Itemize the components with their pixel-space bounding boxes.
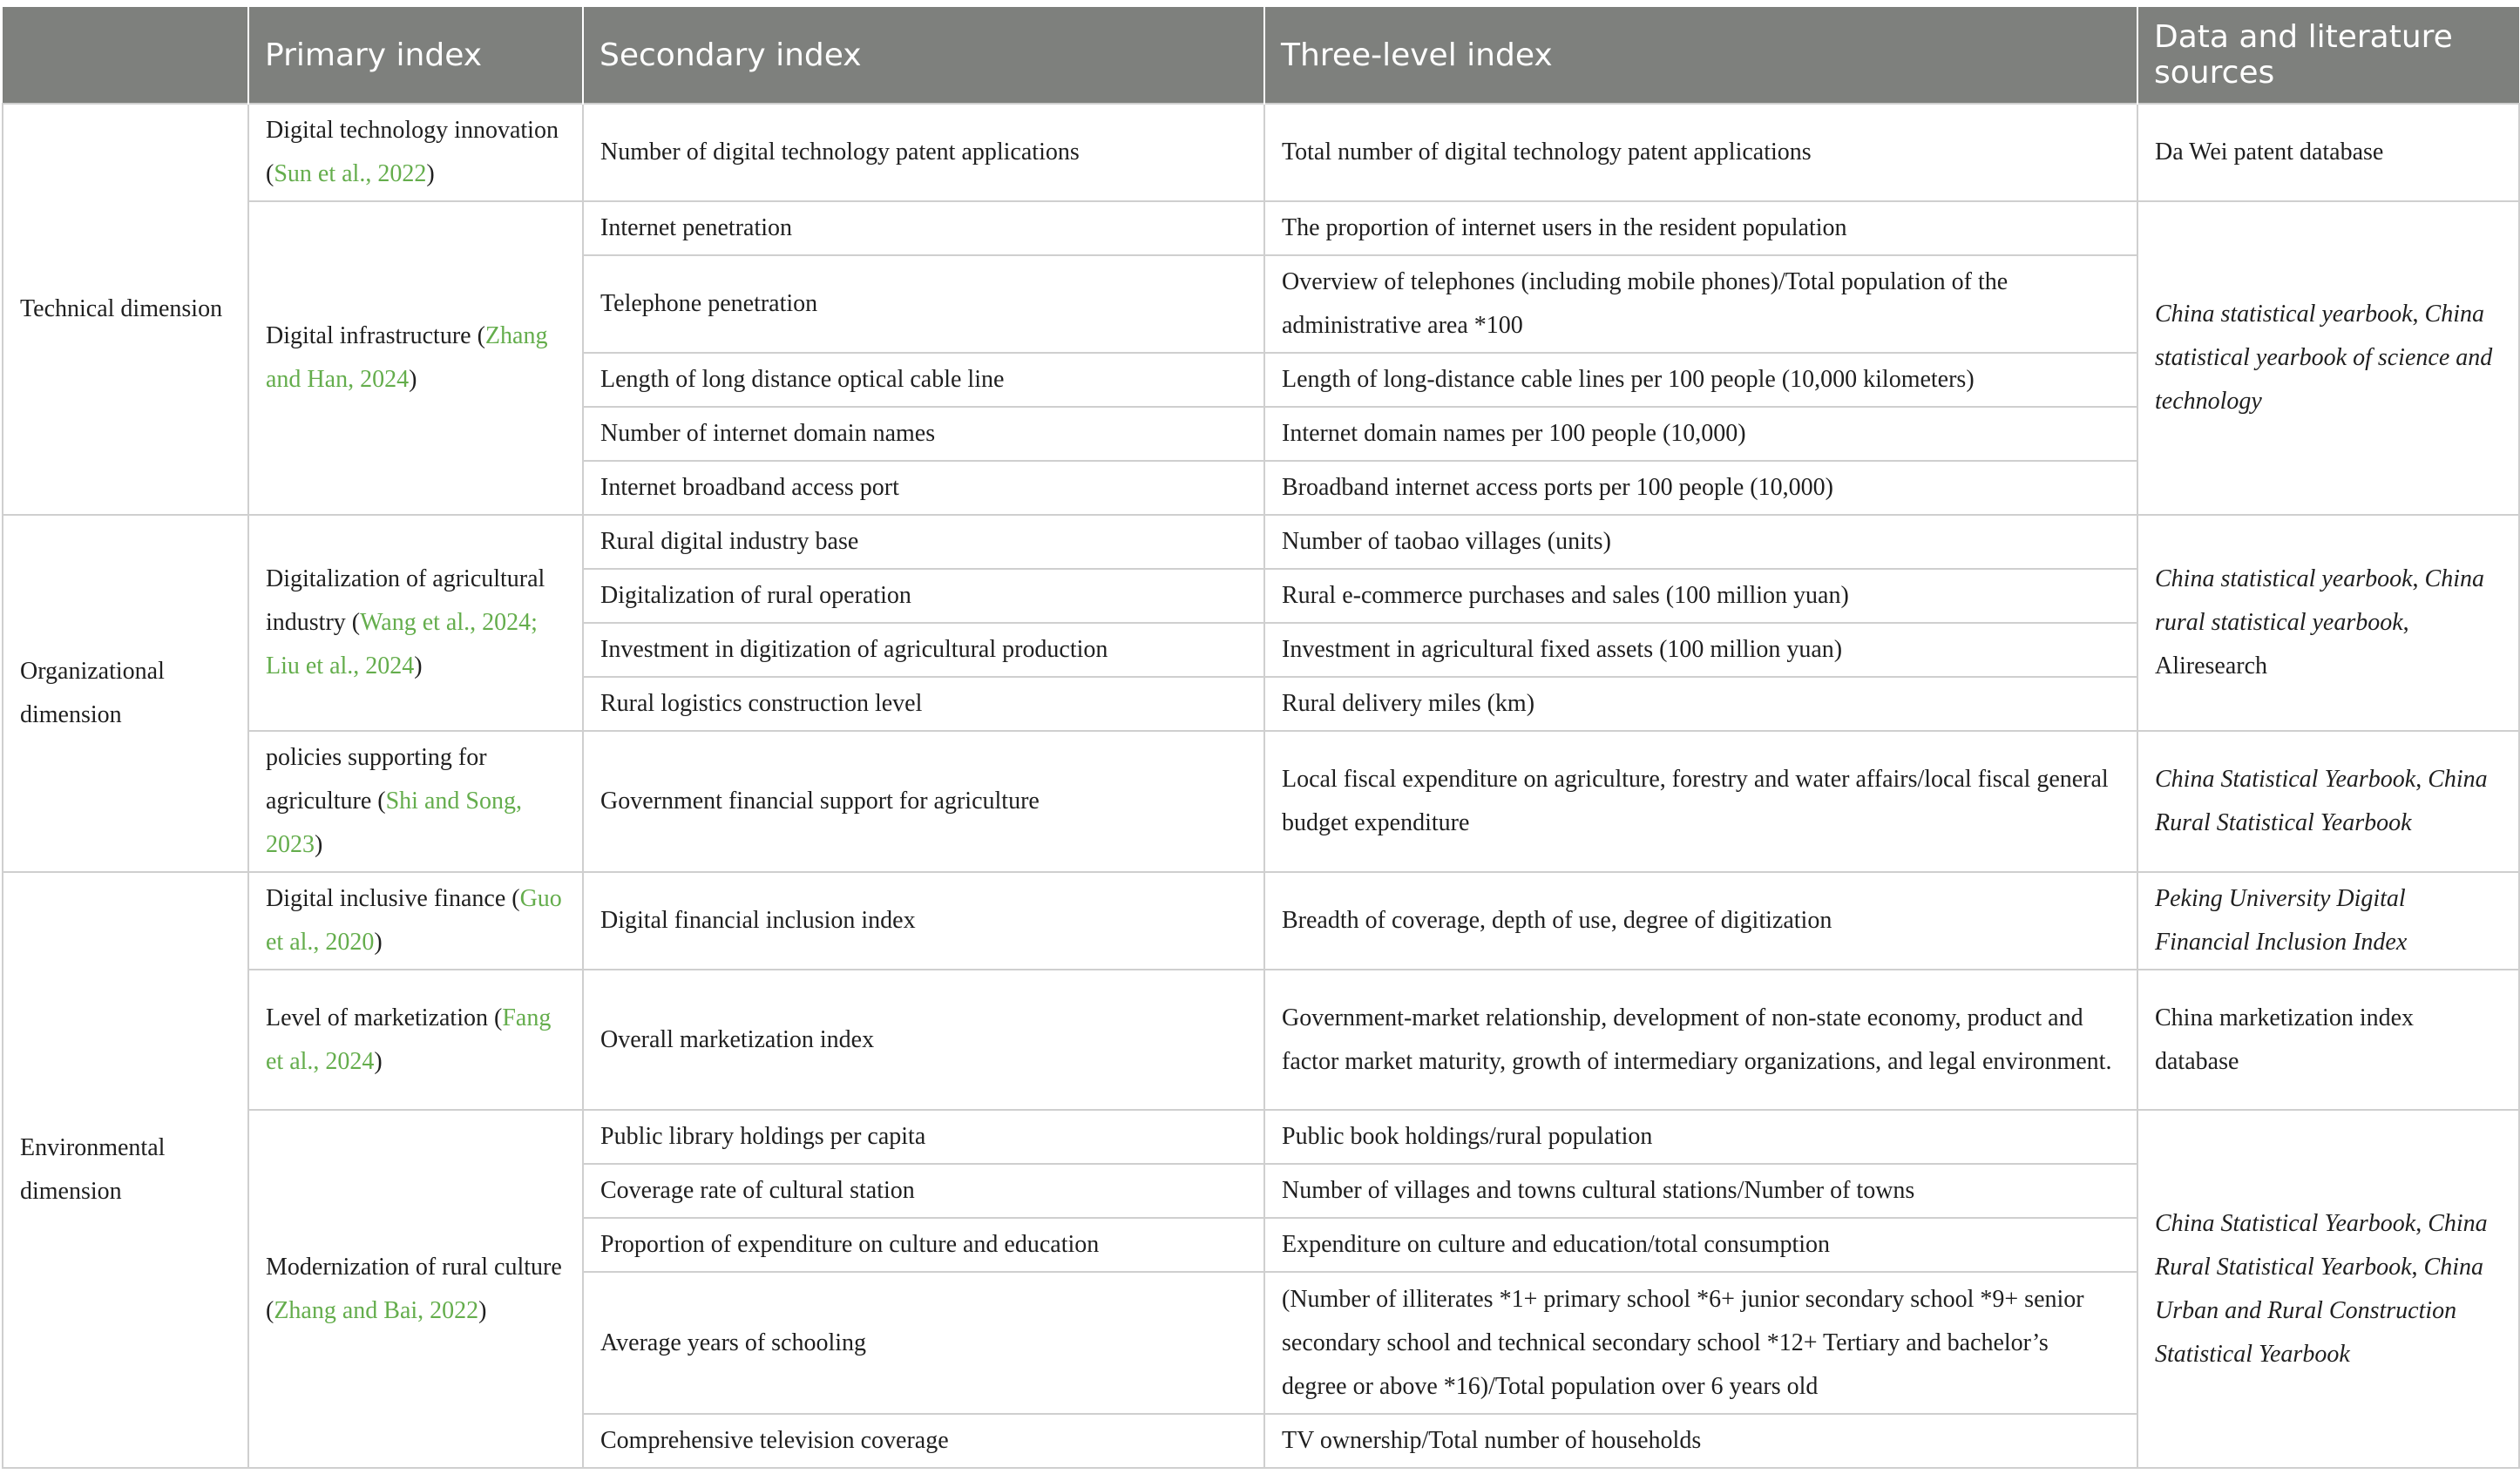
primary-index-cell: Digital inclusive finance (Guo et al., 2020) bbox=[248, 872, 583, 970]
primary-index-cell: Level of marketization (Fang et al., 2024) bbox=[248, 970, 583, 1110]
three-level-index-cell: TV ownership/Total number of households bbox=[1264, 1414, 2137, 1468]
three-level-index-cell: Internet domain names per 100 people (10,000) bbox=[1264, 407, 2137, 461]
three-level-index-cell: Overview of telephones (including mobile phones)/Total population of the administrative area *100 bbox=[1264, 255, 2137, 353]
citation-link[interactable]: Fang et al., 2024 bbox=[266, 1004, 552, 1075]
secondary-index-cell: Investment in digitization of agricultural production bbox=[583, 623, 1264, 677]
citation-link[interactable]: Guo et al., 2020 bbox=[266, 885, 562, 956]
source-separator: , bbox=[2415, 1209, 2429, 1237]
three-level-index-cell: (Number of illiterates *1+ primary school *6+ junior secondary school *9+ senior secondary school and technical secondary school *12+ Tertiary and bachelor’s degree or above *16)/Total population over 6 years old bbox=[1264, 1272, 2137, 1414]
indicator-table bbox=[2, 7, 2520, 1469]
secondary-index-cell: Average years of schooling bbox=[583, 1272, 1264, 1414]
source-title: China statistical yearbook bbox=[2155, 565, 2413, 592]
three-level-index-cell: Breadth of coverage, depth of use, degree of digitization bbox=[1264, 872, 2137, 970]
primary-index-cell: Modernization of rural culture (Zhang and Bai, 2022) bbox=[248, 1110, 583, 1468]
source-separator: , bbox=[2412, 301, 2425, 328]
table-row bbox=[3, 104, 2519, 201]
secondary-index-cell: Rural digital industry base bbox=[583, 515, 1264, 569]
table-row bbox=[3, 872, 2519, 970]
secondary-index-cell: Comprehensive television coverage bbox=[583, 1414, 1264, 1468]
secondary-index-cell: Internet broadband access port bbox=[583, 461, 1264, 515]
dimension-cell: Organizational dimension bbox=[3, 515, 248, 872]
source-title: China statistical yearbook bbox=[2155, 301, 2413, 328]
primary-index-cell: Digital infrastructure (Zhang and Han, 2024) bbox=[248, 201, 583, 515]
source-cell bbox=[2137, 872, 2519, 970]
three-level-index-cell: Total number of digital technology patent applications bbox=[1264, 104, 2137, 201]
source-cell bbox=[2137, 731, 2519, 872]
source-cell: Da Wei patent database bbox=[2137, 104, 2519, 201]
source-title: China statistical yearbook of science and technology bbox=[2155, 301, 2493, 415]
primary-index-text: Modernization of rural culture bbox=[266, 1253, 562, 1281]
source-separator: , bbox=[2411, 1253, 2424, 1281]
three-level-index-cell: Rural delivery miles (km) bbox=[1264, 677, 2137, 731]
secondary-index-cell: Proportion of expenditure on culture and education bbox=[583, 1218, 1264, 1272]
source-title: China Rural Statistical Yearbook bbox=[2155, 766, 2488, 836]
source-separator: , bbox=[2415, 766, 2429, 793]
source-cell bbox=[2137, 201, 2519, 515]
secondary-index-cell: Rural logistics construction level bbox=[583, 677, 1264, 731]
three-level-index-cell: Public book holdings/rural population bbox=[1264, 1110, 2137, 1164]
source-cell bbox=[2137, 515, 2519, 731]
header-dimension bbox=[3, 7, 248, 104]
primary-index-text: Digital inclusive finance bbox=[266, 885, 506, 912]
secondary-index-cell: Number of internet domain names bbox=[583, 407, 1264, 461]
header-three-level-index: Three-level index bbox=[1264, 7, 2137, 104]
citation-link[interactable]: Zhang and Han, 2024 bbox=[266, 322, 548, 393]
secondary-index-cell: Government financial support for agriculture bbox=[583, 731, 1264, 872]
source-separator: , bbox=[2402, 609, 2409, 636]
citation-link[interactable]: Zhang and Bai, 2022 bbox=[274, 1296, 479, 1324]
source-title: China rural statistical yearbook bbox=[2155, 565, 2484, 636]
source-cell bbox=[2137, 1110, 2519, 1468]
source-title: China Urban and Rural Construction Statistical Yearbook bbox=[2155, 1253, 2484, 1368]
secondary-index-cell: Internet penetration bbox=[583, 201, 1264, 255]
primary-index-cell: policies supporting for agriculture (Shi and Song, 2023) bbox=[248, 731, 583, 872]
secondary-index-cell: Telephone penetration bbox=[583, 255, 1264, 353]
primary-index-text: Digitalization of agricultural industry bbox=[266, 565, 545, 636]
secondary-index-cell: Number of digital technology patent applications bbox=[583, 104, 1264, 201]
secondary-index-cell: Public library holdings per capita bbox=[583, 1110, 1264, 1164]
three-level-index-cell: The proportion of internet users in the resident population bbox=[1264, 201, 2137, 255]
primary-index-text: policies supporting for agriculture bbox=[266, 744, 487, 815]
header-secondary-index: Secondary index bbox=[583, 7, 1264, 104]
source-title: Aliresearch bbox=[2155, 652, 2268, 680]
source-title: China Rural Statistical Yearbook bbox=[2155, 1209, 2488, 1281]
primary-index-text: Level of marketization bbox=[266, 1004, 488, 1031]
primary-index-cell: Digitalization of agricultural industry (Wang et al., 2024; Liu et al., 2024) bbox=[248, 515, 583, 731]
source-cell: China marketization index database bbox=[2137, 970, 2519, 1110]
three-level-index-cell: Expenditure on culture and education/total consumption bbox=[1264, 1218, 2137, 1272]
table-row bbox=[3, 970, 2519, 1110]
three-level-index-cell: Number of villages and towns cultural stations/Number of towns bbox=[1264, 1164, 2137, 1218]
three-level-index-cell: Length of long-distance cable lines per 100 people (10,000 kilometers) bbox=[1264, 353, 2137, 407]
source-separator: , bbox=[2412, 565, 2425, 592]
primary-index-text: Digital technology innovation bbox=[266, 117, 559, 144]
secondary-index-cell: Overall marketization index bbox=[583, 970, 1264, 1110]
three-level-index-cell: Broadband internet access ports per 100 people (10,000) bbox=[1264, 461, 2137, 515]
citation-link[interactable]: Sun et al., 2022 bbox=[274, 160, 427, 187]
three-level-index-cell: Number of taobao villages (units) bbox=[1264, 515, 2137, 569]
table-row bbox=[3, 1110, 2519, 1164]
three-level-index-cell: Rural e-commerce purchases and sales (100 million yuan) bbox=[1264, 569, 2137, 623]
primary-index-cell: Digital technology innovation (Sun et al., 2022) bbox=[248, 104, 583, 201]
table-row bbox=[3, 731, 2519, 872]
table-header-row bbox=[3, 7, 2519, 104]
source-title: China Statistical Yearbook bbox=[2155, 766, 2416, 793]
header-primary-index: Primary index bbox=[248, 7, 583, 104]
primary-index-text: Digital infrastructure bbox=[266, 322, 471, 349]
secondary-index-cell: Digital financial inclusion index bbox=[583, 872, 1264, 970]
header-sources: Data and literature sources bbox=[2137, 7, 2519, 104]
three-level-index-cell: Local fiscal expenditure on agriculture, forestry and water affairs/local fiscal general budget expenditure bbox=[1264, 731, 2137, 872]
source-title: Peking University Digital Financial Inclusion Index bbox=[2155, 885, 2408, 956]
three-level-index-cell: Investment in agricultural fixed assets (100 million yuan) bbox=[1264, 623, 2137, 677]
citation-link[interactable]: Wang et al., 2024; Liu et al., 2024 bbox=[266, 609, 538, 680]
source-title: China Statistical Yearbook bbox=[2155, 1209, 2416, 1237]
dimension-cell: Environmental dimension bbox=[3, 872, 248, 1468]
dimension-cell: Technical dimension bbox=[3, 104, 248, 515]
table-row bbox=[3, 201, 2519, 255]
secondary-index-cell: Digitalization of rural operation bbox=[583, 569, 1264, 623]
citation-link[interactable]: Shi and Song, 2023 bbox=[266, 788, 522, 858]
secondary-index-cell: Length of long distance optical cable line bbox=[583, 353, 1264, 407]
secondary-index-cell: Coverage rate of cultural station bbox=[583, 1164, 1264, 1218]
table-row bbox=[3, 515, 2519, 569]
three-level-index-cell: Government-market relationship, development of non-state economy, product and factor market maturity, growth of intermediary organizations, and legal environment. bbox=[1264, 970, 2137, 1110]
